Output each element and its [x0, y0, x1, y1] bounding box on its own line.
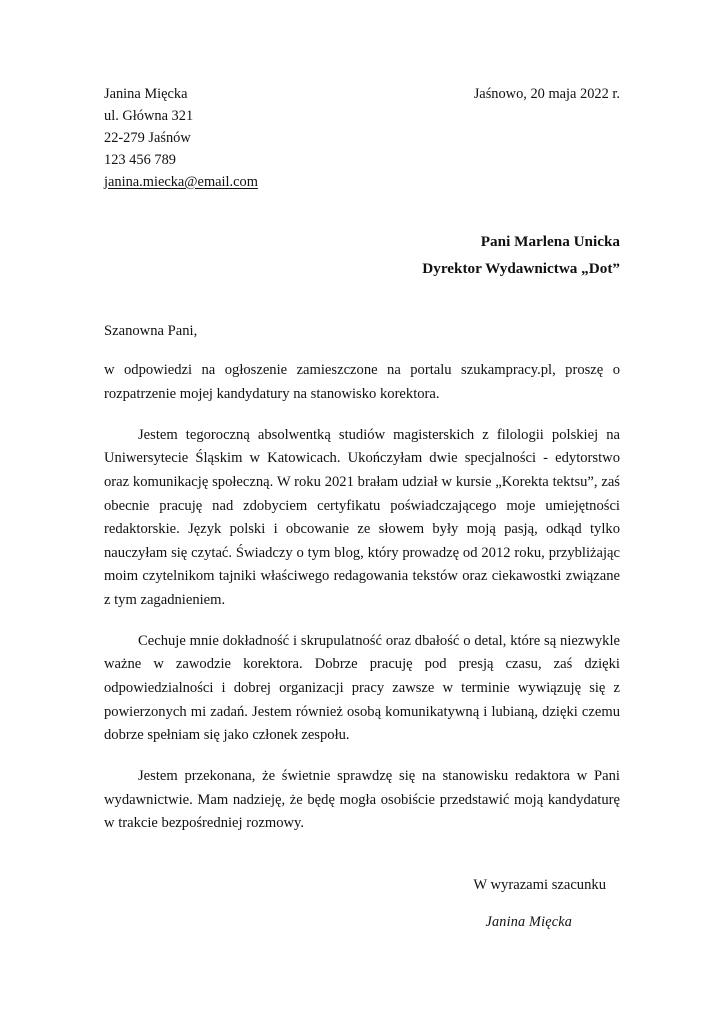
sender-city: 22-279 Jaśnów — [104, 129, 191, 146]
body-paragraph-4: Jestem przekonana, że świetnie sprawdzę się na stanowisku redaktora w Pani wydawnictwie. Mam nadzieję, że będę mogła osobiście przedstawić moją kandydaturę w trakcie bezpośredniej rozmowy. — [104, 767, 620, 832]
recipient-title: Dyrektor Wydawnictwa „Dot” — [422, 259, 620, 277]
sender-address-block — [104, 84, 258, 193]
sender-email[interactable]: janina.miecka@email.com — [104, 173, 258, 190]
recipient-block — [104, 229, 620, 281]
letter-content — [104, 84, 620, 931]
signature: Janina Mięcka — [485, 914, 572, 931]
recipient-name: Pani Marlena Unicka — [480, 233, 620, 251]
valediction: W wyrazami szacunku — [473, 876, 606, 893]
body-paragraph-3: Cechuje mnie dokładność i skrupulatność oraz dbałość o detal, które są niezwykle ważne w zawodzie korektora. Dobrze pracuję pod presją czasu, zaś dzięki odpowiedzialności i dobrej organizacji pracy zawsze w terminie wywiązuję się z powierzonych mi zadań. Jestem również osobą komunikatywną i lubianą, dzięki czemu dobrze spełniam się jako członek zespołu. — [104, 632, 620, 744]
body-paragraph-2: Jestem tegoroczną absolwentką studiów magisterskich z filologii polskiej na Uniwersytecie Śląskim w Katowicach. Ukończyłam dwie specjalności - edytorstwo oraz komunikację społeczną. W roku 2021 brałam udział w kursie „Korekta tektsu”, zaś obecnie pracuję nad zdobyciem certyfikatu poświadczającego moje umiejętności redaktorskie. Język polski i obcowanie ze słowem były moją pasją, odkąd tylko nauczyłam się czytać. Świadczy o tym blog, który prowadzę od 2012 roku, przybliżając moim czytelnikom tajniki właściwego redagowania tekstów oraz ciekawostki związane z tym zagadnieniem. — [104, 426, 620, 609]
sender-name: Janina Mięcka — [104, 86, 188, 102]
letterhead — [104, 84, 620, 193]
sender-phone: 123 456 789 — [104, 151, 176, 168]
body-paragraph-1: w odpowiedzi na ogłoszenie zamieszczone na portalu szukampracy.pl, proszę o rozpatrzenie mojej kandydatury na stanowisko korektora. — [104, 362, 620, 402]
salutation: Szanowna Pani, — [104, 322, 198, 339]
sender-street: ul. Główna 321 — [104, 107, 194, 124]
sender-email-line — [104, 172, 258, 194]
letter-date: Jaśnowo, 20 maja 2022 r. — [473, 86, 620, 102]
